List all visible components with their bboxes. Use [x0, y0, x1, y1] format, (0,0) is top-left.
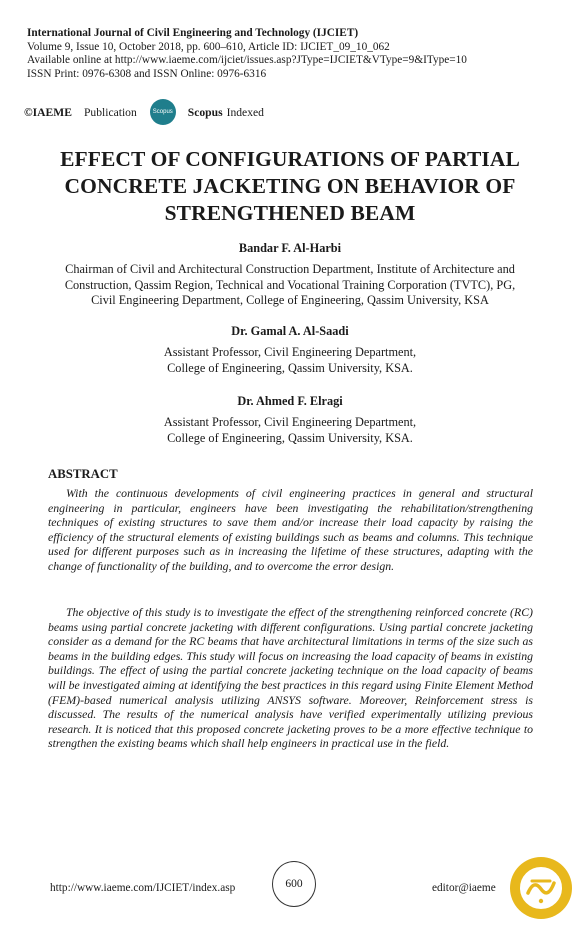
available-online-line: Available online at http://www.iaeme.com/ijciet/issues.asp?JType=IJCIET&VType=9&IType=10 [27, 54, 467, 67]
seal-dot [539, 899, 543, 903]
author-affiliation [20, 415, 560, 446]
page-number [272, 861, 316, 907]
author-affiliation [20, 345, 560, 376]
title-line-3: STRENGTHENED BEAM [164, 201, 416, 225]
paper-title [20, 146, 560, 227]
scopus-label: Scopus [187, 105, 223, 119]
affiliation-line: Civil Engineering Department, College of Engineering, Qassim University, KSA [91, 293, 489, 308]
affiliation-line: Construction, Qassim Region, Technical and Vocational Training Corporation (TVTC), PG, [64, 277, 516, 292]
publication-label: Publication [83, 105, 137, 119]
affiliation-line: Assistant Professor, Civil Engineering Department, [163, 345, 417, 359]
author-affiliation [20, 262, 560, 309]
indexed-label: Indexed [226, 105, 264, 119]
affiliation-line: Chairman of Civil and Architectural Construction Department, Institute of Architecture and [65, 262, 515, 276]
footer-url: http://www.iaeme.com/IJCIET/index.asp [50, 882, 236, 894]
title-line-2: CONCRETE JACKETING ON BEHAVIOR OF [64, 174, 516, 198]
author-name: Bandar F. Al-Harbi [238, 241, 342, 255]
scopus-logo-icon: Scopus [150, 99, 176, 125]
footer-email: editor@iaeme [432, 882, 496, 894]
author-name: Dr. Gamal A. Al-Saadi [231, 324, 349, 338]
affiliation-line: College of Engineering, Qassim University, KSA. [167, 360, 413, 375]
iaeme-label: ©IAEME [24, 105, 72, 119]
affiliation-line: College of Engineering, Qassim University, KSA. [167, 430, 413, 445]
watermark-seal-icon [508, 855, 574, 921]
publisher-row [24, 98, 564, 126]
journal-header [27, 27, 557, 81]
journal-name: International Journal of Civil Engineering and Technology (IJCIET) [27, 27, 359, 39]
author-name: Dr. Ahmed F. Elragi [237, 394, 343, 408]
page-number-value: 600 [285, 878, 303, 890]
abstract-paragraph-2: The objective of this study is to investigate the effect of the strengthening reinforced concrete (RC) beams using partial concrete jacketing with different configurations. Using partial concrete jacketing consider as a demand for the RC beams that have architectural limitations in terms of the size such as beams in the building edges. This study will focus on increasing the load capacity of beams in existing buildings. The effect of using the partial concrete jacketing technique on the load capacity of beams will be investigated aiming at identifying the best practices in this regard using Finite Element Method (FEM)-based numerical analysis utilizing ANSYS software. Moreover, Reinforcement stress is discussed. The results of the numerical analysis have verified experimentally utilizing previous research. It is noticed that this proposed concrete jacketing proves to be a more effective technique to strengthen the existing beams which shall help engineers in practical use in the field. [48, 605, 534, 751]
issn-line: ISSN Print: 0976-6308 and ISSN Online: 0976-6316 [27, 67, 267, 80]
abstract-heading: ABSTRACT [48, 467, 118, 481]
title-line-1: EFFECT OF CONFIGURATIONS OF PARTIAL [60, 147, 520, 171]
volume-line: Volume 9, Issue 10, October 2018, pp. 600–610, Article ID: IJCIET_09_10_062 [27, 40, 390, 53]
abstract-paragraph-1: With the continuous developments of civil engineering practices in general and structural engineering in particular, engineers have been investigating the rehabilitation/strengthening techniques of existing structures to save them and/or increase their load capacity by raising the efficiency of the structural elements of existing buildings such as beams and columns. This technique used for different purposes such as in increasing the lifetime of these structures, adapting with the change of functionality of the building, and to overcome the error design. [48, 486, 533, 573]
affiliation-line: Assistant Professor, Civil Engineering Department, [163, 415, 417, 429]
